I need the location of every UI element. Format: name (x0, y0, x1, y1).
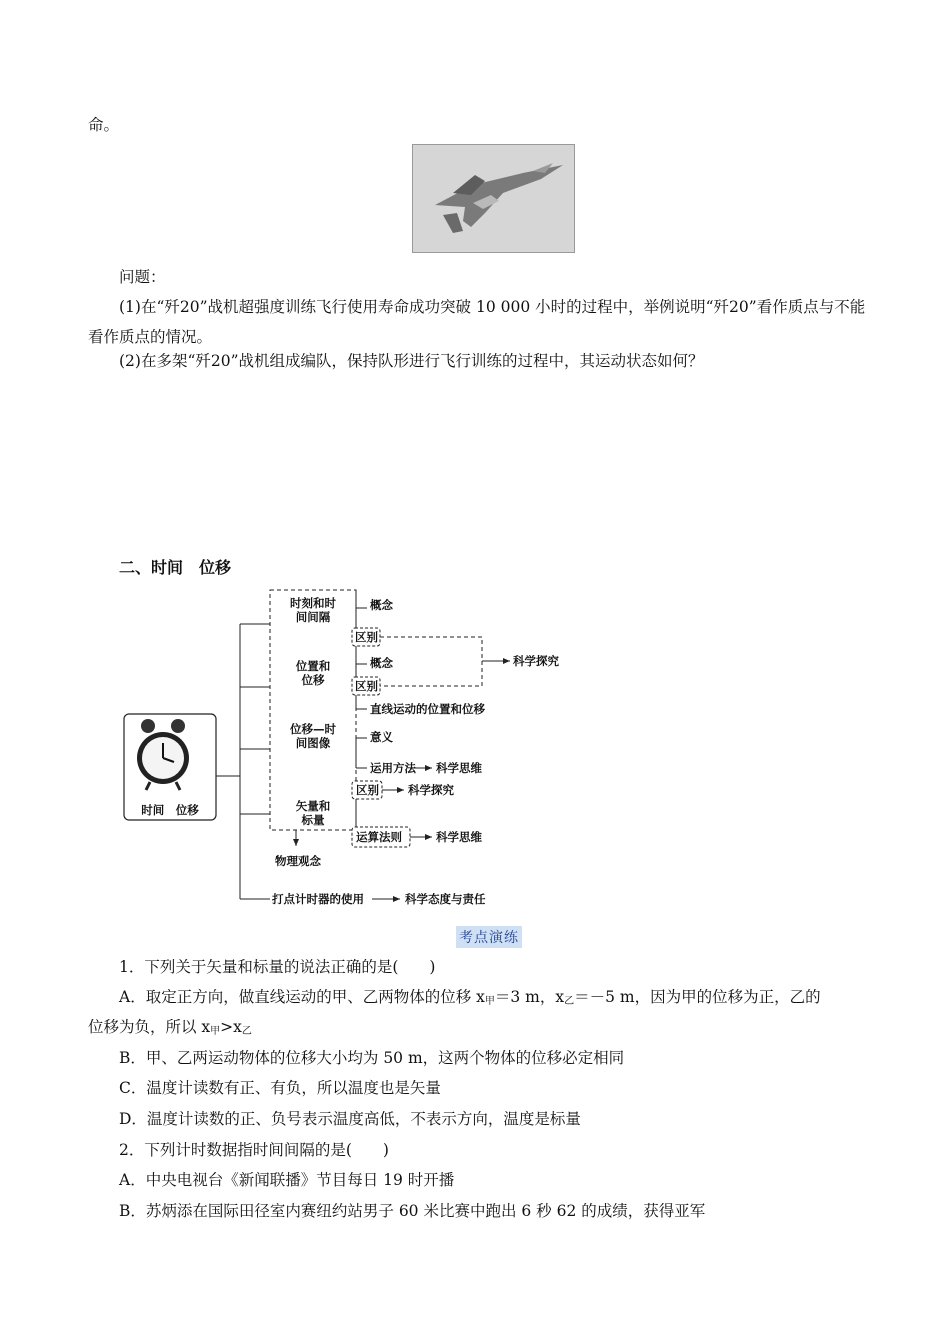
q1-a-sub2: 乙 (564, 996, 575, 1007)
question-1: (1)在“歼20”战机超强度训练飞行使用寿命成功突破 10 000 小时的过程中，举例说明“歼20”看作质点与不能看作质点的情况。 (88, 298, 866, 346)
physics-concept: 物理观念 (275, 854, 321, 868)
branch3-meaning: 意义 (370, 730, 393, 744)
branch2-title-line2: 位移 (301, 673, 325, 687)
branch2-title-line1: 位置和 (295, 659, 331, 673)
branch4-title-line2: 标量 (301, 813, 325, 827)
q1-a-post: ＝－5 m，因为甲的位移为正，乙的 (574, 988, 821, 1006)
question-label: 问题： (119, 268, 166, 286)
branch4-title-line1: 矢量和 (295, 799, 331, 813)
branch4-difference: 区别 (356, 783, 379, 797)
q1-a-mid: ＝3 m，x (494, 988, 565, 1006)
fighter-jet-photo (412, 144, 575, 253)
branch3-method: 运用方法 (370, 761, 416, 775)
root-label: 时间 位移 (141, 803, 199, 817)
branch1-title-line1: 时刻和时 (290, 596, 336, 610)
practice-tag: 考点演练 (456, 926, 522, 948)
q1-option-c: C．温度计读数有正、有负，所以温度也是矢量 (119, 1079, 441, 1097)
concept-map (120, 586, 600, 910)
q2-option-a: A．中央电视台《新闻联播》节目每日 19 时开播 (119, 1171, 455, 1189)
section-title: 二、时间 位移 (119, 558, 232, 577)
q2-stem: 2．下列计时数据指时间间隔的是( ) (119, 1141, 389, 1159)
sci-inquiry-1: 科学探究 (513, 654, 559, 668)
sci-attitude: 科学态度与责任 (405, 892, 486, 906)
q1-stem: 1．下列关于矢量和标量的说法正确的是( ) (119, 958, 436, 976)
q1-a-gt: >x (220, 1018, 242, 1036)
branch1-concept: 概念 (370, 598, 393, 612)
timer-usage: 打点计时器的使用 (272, 892, 364, 906)
q1-option-b: B．甲、乙两运动物体的位移大小均为 50 m，这两个物体的位移必定相同 (119, 1049, 625, 1067)
q2-option-b: B．苏炳添在国际田径室内赛纽约站男子 60 米比赛中跑出 6 秒 62 的成绩，获得亚军 (119, 1202, 706, 1220)
branch1-title-line2: 间间隔 (295, 610, 331, 624)
branch2-linear-motion: 直线运动的位置和位移 (370, 702, 485, 716)
q1-option-d: D．温度计读数的正、负号表示温度高低，不表示方向，温度是标量 (119, 1110, 581, 1128)
sci-inquiry-2: 科学探究 (408, 783, 454, 797)
q1-a-sub1: 甲 (484, 996, 495, 1007)
q1-a-text: A．取定正方向，做直线运动的甲、乙两物体的位移 x (119, 988, 485, 1006)
continued-text: 命。 (88, 116, 120, 134)
sci-thinking-1: 科学思维 (436, 761, 482, 775)
branch3-title-line2: 间图像 (295, 736, 331, 750)
q1-a-sub3: 甲 (210, 1026, 221, 1037)
branch3-title-line1: 位移—时 (290, 722, 336, 736)
q1-option-a-line2 (88, 1012, 868, 1047)
q1-a-sub4: 乙 (241, 1026, 252, 1037)
branch2-concept: 概念 (370, 656, 393, 670)
question-2: (2)在多架“歼20”战机组成编队，保持队形进行飞行训练的过程中，其运动状态如何？ (119, 352, 704, 370)
branch4-operation-rule: 运算法则 (356, 830, 402, 844)
branch2-difference: 区别 (355, 679, 378, 693)
q1-a-line2-text: 位移为负，所以 x (88, 1018, 211, 1036)
sci-thinking-2: 科学思维 (436, 830, 482, 844)
branch1-difference: 区别 (355, 630, 378, 644)
jet-icon (413, 145, 574, 252)
